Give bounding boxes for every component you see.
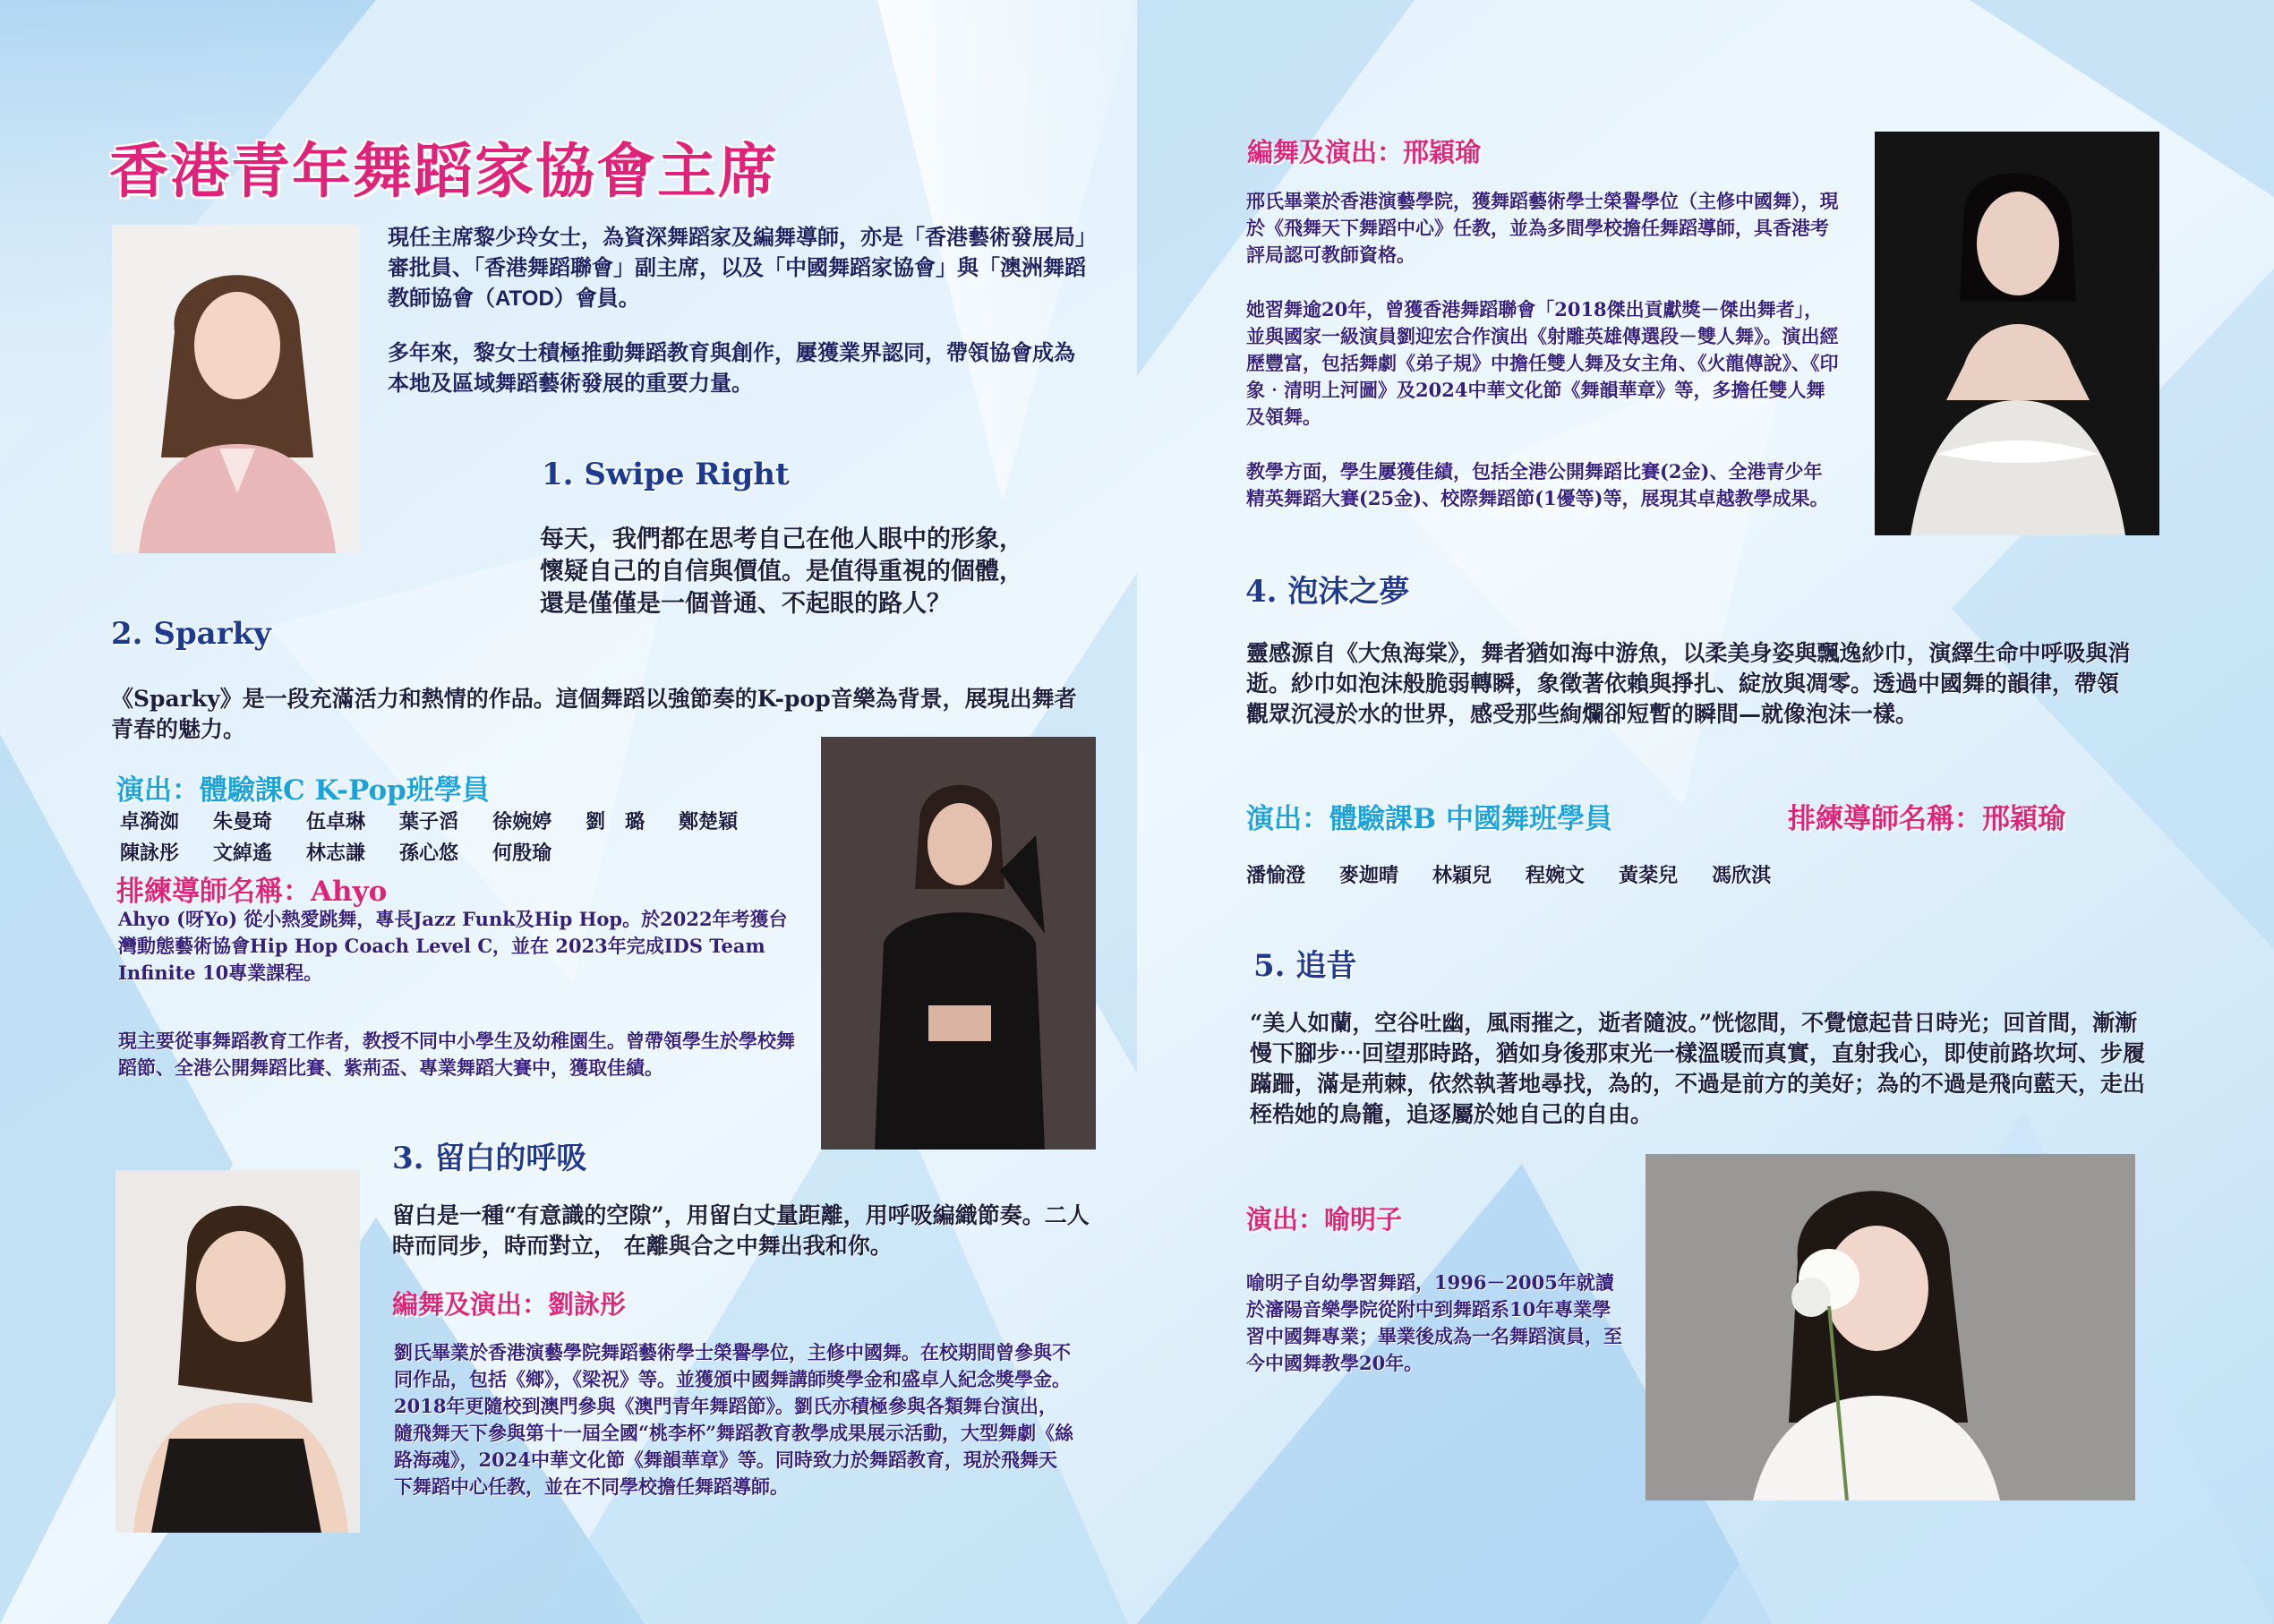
lau-wing-tung-photo (115, 1170, 360, 1533)
item-2-coach-bio-1: Ahyo (呀Yo) 從小熱愛跳舞，專長Jazz Funk及Hip Hop。於2022年考獲台灣動態藝術協會Hip Hop Coach Level C，並在 2023年完成IDS Team Infinite 10專業課程。 (118, 908, 788, 984)
item-4-desc: 靈感源自《大魚海棠》，舞者猶如海中游魚，以柔美身姿與飄逸紗巾，演繹生命中呼吸與消逝。紗巾如泡沫般脆弱轉瞬，象徵著依賴與掙扎、綻放與凋零。透過中國舞的韻律，帶領觀眾沉浸於水的世界，感受那些絢爛卻短暫的瞬間—就像泡沫一樣。 (1246, 640, 2131, 727)
performer-name: 鄭楚穎 (679, 810, 739, 833)
item-2-title: 2. Sparky (111, 616, 271, 652)
item-2-coach-bio-2: 現主要從事舞蹈教育工作者，教授不同中小學生及幼稚園生。曾帶領學生於學校舞蹈節、全港公開舞蹈比賽、紫荊盃、專業舞蹈大賽中，獲取佳績。 (118, 1030, 795, 1079)
item-2-desc: 《Sparky》是一段充滿活力和熱情的作品。這個舞蹈以強節奏的K-pop音樂為背景，展現出舞者青春的魅力。 (111, 686, 1077, 742)
performer-name: 孫心悠 (399, 842, 459, 865)
performer-name: 程婉文 (1526, 864, 1586, 887)
chairwoman-photo (112, 225, 360, 553)
item-2-names-row-1 (120, 807, 836, 834)
item-2-coach-label: 排練導師名稱：Ahyo (116, 876, 388, 908)
xing-bio-1: 邢氏畢業於香港演藝學院，獲舞蹈藝術學士榮譽學位（主修中國舞），現於《飛舞天下舞蹈中心》任教，並為多間學校擔任舞蹈導師，具香港考評局認可教師資格。 (1246, 190, 1839, 266)
item-1-line: 還是僅僅是一個普通、不起眼的路人？ (540, 590, 951, 618)
item-3-bio: 劉氏畢業於香港演藝學院舞蹈藝術學士榮譽學位，主修中國舞。在校期間曾參與不同作品，包括《鄉》，《梁祝》等。並獲頒中國舞講師獎學金和盛卓人紀念獎學金。2018年更隨校到澳門參與《澳門青年舞蹈節》。劉氏亦積極參與各類舞台演出，隨飛舞天下參與第十一屆全國“桃李杯”舞蹈教育教學成果展示活動，大型舞劇《絲路海魂》，2024中華文化節《舞韻華章》等。同時致力於舞蹈教育，現於飛舞天下舞蹈中心任教，並在不同學校擔任舞蹈導師。 (394, 1341, 1074, 1498)
performer-name: 劉 璐 (586, 810, 645, 833)
item-1-desc (540, 524, 1095, 620)
item-1-line: 懷疑自己的自信與價值。是值得重視的個體， (540, 558, 1023, 585)
item-4-coach-label: 排練導師名稱：邢穎瑜 (1788, 803, 2065, 835)
xing-bio-3: 教學方面，學生屢獲佳績，包括全港公開舞蹈比賽(2金)、全港青少年精英舞蹈大賽(25金)、校際舞蹈節(1優等)等，展現其卓越教學成果。 (1246, 460, 1829, 509)
item-3-credit-label: 編舞及演出：劉詠彤 (392, 1289, 627, 1320)
performer-name: 葉子滔 (399, 810, 459, 833)
performer-name: 朱曼琦 (213, 810, 273, 833)
item-3-title: 3. 留白的呼吸 (392, 1141, 587, 1176)
performer-name: 潘愉澄 (1246, 864, 1306, 887)
item-2-names-row-2 (120, 838, 836, 866)
performer-name: 文綽遙 (213, 842, 273, 865)
performer-name: 卓漪洳 (120, 810, 180, 833)
ying-yu-photo (1875, 132, 2159, 535)
performer-name: 麥迦晴 (1339, 864, 1399, 887)
intro-paragraph-2: 多年來，黎女士積極推動舞蹈教育與創作，屢獲業界認同，帶領協會成為本地及區域舞蹈藝術發展的重要力量。 (388, 341, 1075, 396)
item-4-cast-label: 演出：體驗課B 中國舞班學員 (1246, 803, 1612, 835)
performer-name: 伍卓琳 (306, 810, 366, 833)
intro-paragraph-1: 現任主席黎少玲女士，為資深舞蹈家及編舞導師，亦是「香港藝術發展局」審批員、「香港舞蹈聯會」副主席，以及「中國舞蹈家協會」與「澳洲舞蹈教師協會（ATOD）會員。 (388, 226, 1086, 311)
performer-name: 黃棻兒 (1619, 864, 1679, 887)
item-1-title: 1. Swipe Right (542, 457, 790, 492)
ahyo-photo (821, 737, 1096, 1150)
item-5-title: 5. 追昔 (1253, 948, 1357, 984)
item-5-cast-label: 演出：喻明子 (1246, 1204, 1403, 1235)
performer-name: 陳詠彤 (120, 842, 180, 865)
main-title: 香港青年舞蹈家協會主席 (109, 136, 779, 206)
xing-bio-2: 她習舞逾20年，曾獲香港舞蹈聯會「2018傑出貢獻獎－傑出舞者」，並與國家一級演員劉迎宏合作演出《射雕英雄傳選段－雙人舞》。演出經歷豐富，包括舞劇《弟子規》中擔任雙人舞及女主角、《火龍傳說》、《印象‧清明上河圖》及2024中華文化節《舞韻華章》等，多擔任雙人舞及領舞。 (1246, 298, 1839, 428)
performer-name: 何殷瑜 (492, 842, 552, 865)
item-3-desc: 留白是一種“有意識的空隙”，用留白丈量距離，用呼吸編織節奏。二人時而同步，時而對立， 在離與合之中舞出我和你。 (392, 1202, 1090, 1259)
item-2-cast-label: 演出：體驗課C K-Pop班學員 (116, 774, 490, 807)
item-4-title: 4. 泡沫之夢 (1245, 574, 1410, 610)
item-1-line: 每天，我們都在思考自己在他人眼中的形象， (540, 526, 1023, 553)
performer-name: 林穎兒 (1432, 864, 1492, 887)
performer-name: 林志謙 (306, 842, 366, 865)
performer-name: 馮欣淇 (1712, 864, 1772, 887)
xing-credit-label: 編舞及演出：邢穎瑜 (1247, 137, 1482, 167)
yu-ming-zi-photo (1646, 1154, 2135, 1500)
item-5-desc: “美人如蘭，空谷吐幽，風雨摧之，逝者隨波。”恍惚間，不覺憶起昔日時光；回首間，漸漸慢下腳步⋯回望那時路，猶如身後那束光一樣溫暖而真實，直射我心，即使前路坎坷、步履蹣跚，滿是荊棘，依然執著地尋找，為的，不過是前方的美好；為的不過是飛向藍天，走出桎梏她的鳥籠，追逐屬於她自己的自由。 (1250, 1010, 2146, 1127)
performer-name: 徐婉婷 (492, 810, 552, 833)
item-5-bio: 喻明子自幼學習舞蹈，1996－2005年就讀於瀋陽音樂學院從附中到舞蹈系10年專業學習中國舞專業；畢業後成為一名舞蹈演員，至今中國舞教學20年。 (1246, 1271, 1622, 1374)
item-4-names (1246, 860, 2141, 888)
